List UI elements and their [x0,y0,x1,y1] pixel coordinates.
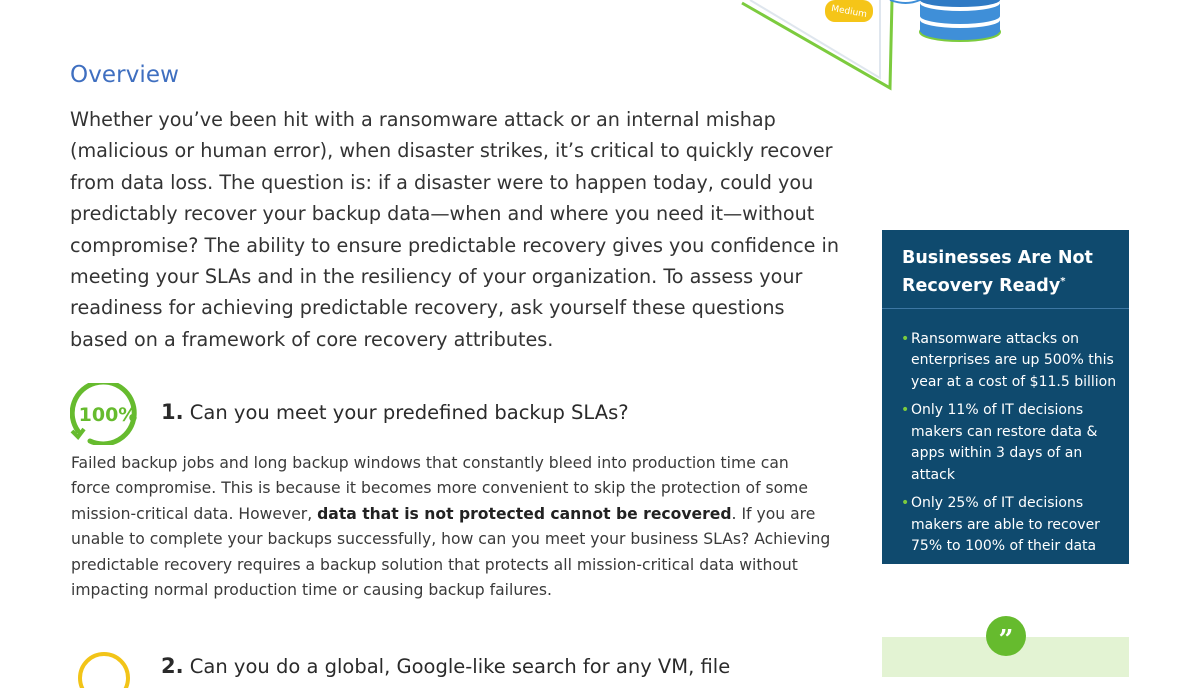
section-1-number: 1. [161,400,184,424]
bullet-icon: • [901,495,910,512]
section-1-body-start: Failed backup jobs and long backup windows that constantly bleed into production time can force compromise. This is because it becomes more convenient to skip the protection of some mission-critical data. However, [71,454,808,523]
section-1-body-bold: data that is not protected cannot be recovered [317,504,732,523]
sidebar-stat-item [902,493,1119,558]
sidebar-title-text: Businesses Are Not Recovery Ready [902,248,1093,296]
section-1-heading [161,400,629,424]
recovery-ready-sidebar [882,230,1129,564]
section-2-title: Can you do a global, Google-like search for any VM, file [189,655,731,678]
backup-illustration [730,0,1020,95]
quote-icon: ” [986,616,1026,656]
sidebar-title-mark: * [1060,276,1066,287]
overview-paragraph: Whether you’ve been hit with a ransomware attack or an internal mishap (malicious or human error), when disaster strikes, it’s critical to quickly recover from data loss. The question is: if a disaster were to happen today, could you predictably recover your backup data—when and where you need it—without compromise? The ability to ensure predictable recovery gives you confidence in meeting your SLAs and in the resiliency of your organization. To assess your readiness for achieving predictable recovery, ask yourself these questions based on a framework of core recovery attributes. [70,108,840,351]
hundred-percent-icon [70,383,144,445]
sidebar-stat-item [902,400,1119,486]
medium-badge-text: Medium [830,3,868,21]
sidebar-stat-text: Ransomware attacks on enterprises are up 500% this year at a cost of $11.5 billion [911,330,1117,390]
overview-heading: Overview [70,62,180,88]
bullet-icon: • [901,402,910,419]
sidebar-stats-list [882,309,1129,558]
monitor-icon [740,0,892,90]
sidebar-title [882,230,1129,308]
section-1-title: Can you meet your predefined backup SLAs? [189,401,629,424]
database-icon [920,0,1000,41]
section-2-number: 2. [161,654,184,678]
section-1-body-end: . If you are unable to complete your backups successfully, how can you meet your business SLAs? Achieving predictable recovery requires a backup solution that protects all mission-critical data without impacting normal production time or causing backup failures. [71,504,831,600]
search-icon [75,648,135,688]
bullet-icon: • [901,330,910,347]
section-1-body [71,451,831,603]
sidebar-stat-item [902,329,1119,394]
sidebar-stat-text: Only 11% of IT decisions makers can restore data & apps within 3 days of an attack [911,402,1098,483]
hundred-percent-text: 100% [78,404,138,426]
section-2-heading [161,654,730,678]
sidebar-stat-text: Only 25% of IT decisions makers are able to recover 75% to 100% of their data [911,495,1100,555]
